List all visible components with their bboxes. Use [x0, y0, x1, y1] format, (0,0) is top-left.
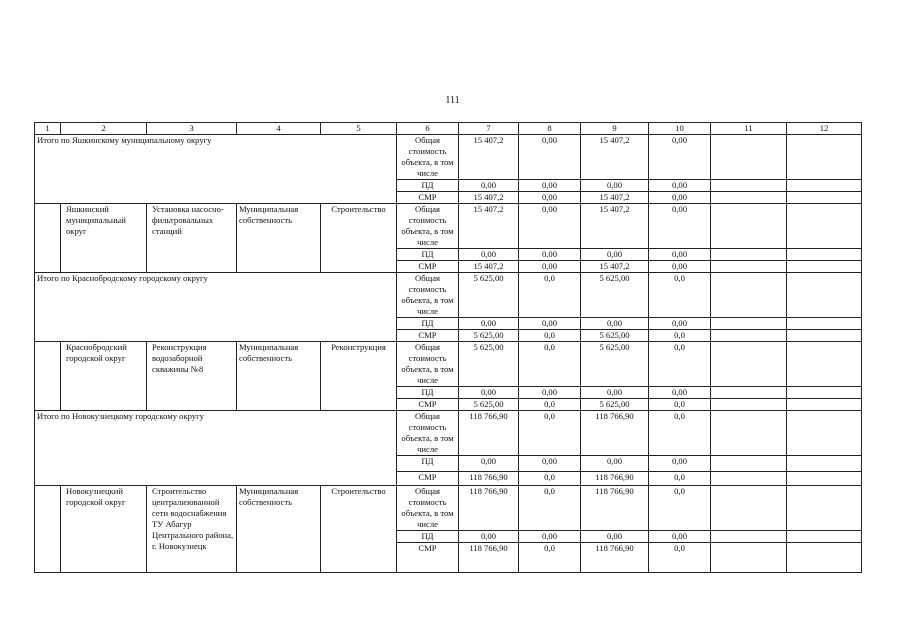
col-header: 11 [711, 123, 787, 135]
indicator-label: СМР [397, 399, 459, 411]
indicator-label: Общая стоимость объекта, в том числе [397, 135, 459, 180]
indicator-label: СМР [397, 472, 459, 486]
empty-cell [711, 486, 787, 531]
indicator-label: Общая стоимость объекта, в том числе [397, 342, 459, 387]
value-cell: 0,0 [519, 273, 581, 318]
value-cell: 0,0 [649, 399, 711, 411]
empty-cell [787, 531, 862, 543]
value-cell: 0,0 [519, 342, 581, 387]
empty-cell [787, 249, 862, 261]
value-cell: 0,00 [649, 180, 711, 192]
subtotal-title: Итого по Краснобродскому городскому округу [35, 273, 397, 342]
value-cell: 15 407,2 [459, 192, 519, 204]
value-cell: 0,0 [649, 273, 711, 318]
empty-cell [787, 543, 862, 573]
value-cell: 5 625,00 [581, 399, 649, 411]
value-cell: 0,00 [459, 456, 519, 472]
subtotal-title: Итого по Яшкинскому муниципальному округу [35, 135, 397, 204]
value-cell: 118 766,90 [459, 543, 519, 573]
indicator-label: Общая стоимость объекта, в том числе [397, 486, 459, 531]
value-cell: 0,00 [459, 180, 519, 192]
empty-cell [711, 180, 787, 192]
value-cell: 15 407,2 [581, 192, 649, 204]
value-cell: 15 407,2 [459, 135, 519, 180]
item-row [35, 486, 862, 531]
col-header: 1 [35, 123, 61, 135]
subtotal-row [35, 411, 862, 456]
value-cell: 0,00 [459, 249, 519, 261]
value-cell: 0,00 [649, 387, 711, 399]
work-type: Строительство [321, 486, 397, 573]
value-cell: 5 625,00 [459, 342, 519, 387]
value-cell: 0,0 [519, 399, 581, 411]
item-row [35, 342, 862, 387]
value-cell: 0,0 [519, 330, 581, 342]
empty-cell [787, 204, 862, 249]
empty-cell [711, 543, 787, 573]
empty-cell [711, 399, 787, 411]
value-cell: 0,00 [519, 261, 581, 273]
municipality: Яшкинский муниципальный округ [61, 204, 147, 273]
empty-cell [787, 472, 862, 486]
ownership: Муниципальная собственность [237, 342, 321, 411]
empty-cell [711, 318, 787, 330]
value-cell: 15 407,2 [581, 261, 649, 273]
value-cell: 0,00 [581, 318, 649, 330]
row-number [35, 486, 61, 573]
value-cell: 118 766,90 [459, 486, 519, 531]
row-number [35, 342, 61, 411]
empty-cell [787, 399, 862, 411]
col-header: 8 [519, 123, 581, 135]
work-type: Реконструкция [321, 342, 397, 411]
subtotal-row [35, 273, 862, 318]
value-cell: 5 625,00 [459, 330, 519, 342]
value-cell: 0,0 [519, 472, 581, 486]
value-cell: 0,0 [649, 543, 711, 573]
value-cell: 5 625,00 [581, 330, 649, 342]
empty-cell [787, 486, 862, 531]
col-header: 10 [649, 123, 711, 135]
value-cell: 5 625,00 [459, 399, 519, 411]
value-cell: 0,00 [519, 387, 581, 399]
item-row [35, 204, 862, 249]
subtotal-row [35, 135, 862, 180]
value-cell: 15 407,2 [459, 261, 519, 273]
col-header: 12 [787, 123, 862, 135]
value-cell: 0,00 [519, 180, 581, 192]
value-cell: 0,00 [519, 531, 581, 543]
municipality: Краснобродский городской округ [61, 342, 147, 411]
value-cell: 5 625,00 [459, 273, 519, 318]
empty-cell [711, 135, 787, 180]
value-cell: 0,0 [519, 411, 581, 456]
empty-cell [787, 318, 862, 330]
value-cell: 0,00 [649, 249, 711, 261]
empty-cell [787, 261, 862, 273]
indicator-label: ПД [397, 387, 459, 399]
value-cell: 0,00 [459, 318, 519, 330]
indicator-label: ПД [397, 531, 459, 543]
indicator-label: Общая стоимость объекта, в том числе [397, 204, 459, 249]
empty-cell [787, 273, 862, 318]
col-header: 9 [581, 123, 649, 135]
col-header: 5 [321, 123, 397, 135]
empty-cell [711, 387, 787, 399]
value-cell: 0,0 [649, 486, 711, 531]
empty-cell [711, 531, 787, 543]
subtotal-title: Итого по Новокузнецкому городскому округу [35, 411, 397, 486]
empty-cell [711, 472, 787, 486]
empty-cell [787, 387, 862, 399]
empty-cell [711, 192, 787, 204]
value-cell: 0,0 [519, 486, 581, 531]
value-cell: 0,00 [649, 318, 711, 330]
value-cell: 0,00 [459, 387, 519, 399]
value-cell: 0,00 [649, 135, 711, 180]
value-cell: 118 766,90 [581, 543, 649, 573]
empty-cell [787, 135, 862, 180]
value-cell: 0,00 [581, 456, 649, 472]
indicator-label: Общая стоимость объекта, в том числе [397, 273, 459, 318]
value-cell: 0,00 [649, 192, 711, 204]
empty-cell [787, 192, 862, 204]
empty-cell [711, 456, 787, 472]
value-cell: 0,00 [459, 531, 519, 543]
value-cell: 5 625,00 [581, 342, 649, 387]
value-cell: 5 625,00 [581, 273, 649, 318]
value-cell: 0,00 [649, 456, 711, 472]
value-cell: 15 407,2 [459, 204, 519, 249]
budget-table [34, 122, 862, 573]
empty-cell [711, 261, 787, 273]
value-cell: 0,00 [581, 531, 649, 543]
empty-cell [711, 342, 787, 387]
ownership: Муниципальная собственность [237, 204, 321, 273]
value-cell: 118 766,90 [459, 472, 519, 486]
col-header: 4 [237, 123, 321, 135]
indicator-label: ПД [397, 456, 459, 472]
empty-cell [787, 411, 862, 456]
row-number [35, 204, 61, 273]
object-name: Строительство централизованной сети водоснабжения ТУ Абагур Центрального района, г. Новокузнецк [147, 486, 237, 573]
value-cell: 118 766,90 [581, 411, 649, 456]
page-number: 111 [445, 95, 460, 106]
empty-cell [711, 411, 787, 456]
value-cell: 0,00 [581, 180, 649, 192]
col-header: 6 [397, 123, 459, 135]
indicator-label: Общая стоимость объекта, в том числе [397, 411, 459, 456]
value-cell: 0,00 [519, 249, 581, 261]
value-cell: 0,0 [649, 330, 711, 342]
ownership: Муниципальная собственность [237, 486, 321, 573]
value-cell: 0,00 [649, 531, 711, 543]
value-cell: 118 766,90 [581, 472, 649, 486]
empty-cell [711, 249, 787, 261]
value-cell: 118 766,90 [581, 486, 649, 531]
object-name: Установка насосно-фильтровальных станций [147, 204, 237, 273]
empty-cell [711, 330, 787, 342]
empty-cell [787, 180, 862, 192]
work-type: Строительство [321, 204, 397, 273]
value-cell: 0,0 [649, 342, 711, 387]
value-cell: 0,00 [519, 192, 581, 204]
value-cell: 0,00 [519, 204, 581, 249]
empty-cell [787, 456, 862, 472]
indicator-label: ПД [397, 249, 459, 261]
value-cell: 118 766,90 [459, 411, 519, 456]
value-cell: 0,00 [519, 135, 581, 180]
value-cell: 15 407,2 [581, 135, 649, 180]
value-cell: 0,00 [519, 456, 581, 472]
indicator-label: СМР [397, 192, 459, 204]
col-header: 7 [459, 123, 519, 135]
value-cell: 0,0 [649, 472, 711, 486]
empty-cell [711, 204, 787, 249]
indicator-label: СМР [397, 543, 459, 573]
value-cell: 0,00 [649, 204, 711, 249]
col-header: 2 [61, 123, 147, 135]
municipality: Новокузнецкий городской округ [61, 486, 147, 573]
value-cell: 0,0 [519, 543, 581, 573]
value-cell: 0,00 [581, 387, 649, 399]
indicator-label: СМР [397, 330, 459, 342]
indicator-label: ПД [397, 318, 459, 330]
value-cell: 0,00 [519, 318, 581, 330]
empty-cell [787, 342, 862, 387]
header-row [35, 123, 862, 135]
empty-cell [787, 330, 862, 342]
value-cell: 0,0 [649, 411, 711, 456]
value-cell: 0,00 [649, 261, 711, 273]
value-cell: 15 407,2 [581, 204, 649, 249]
empty-cell [711, 273, 787, 318]
object-name: Реконструкция водозаборной скважины №8 [147, 342, 237, 411]
indicator-label: СМР [397, 261, 459, 273]
value-cell: 0,00 [581, 249, 649, 261]
col-header: 3 [147, 123, 237, 135]
indicator-label: ПД [397, 180, 459, 192]
